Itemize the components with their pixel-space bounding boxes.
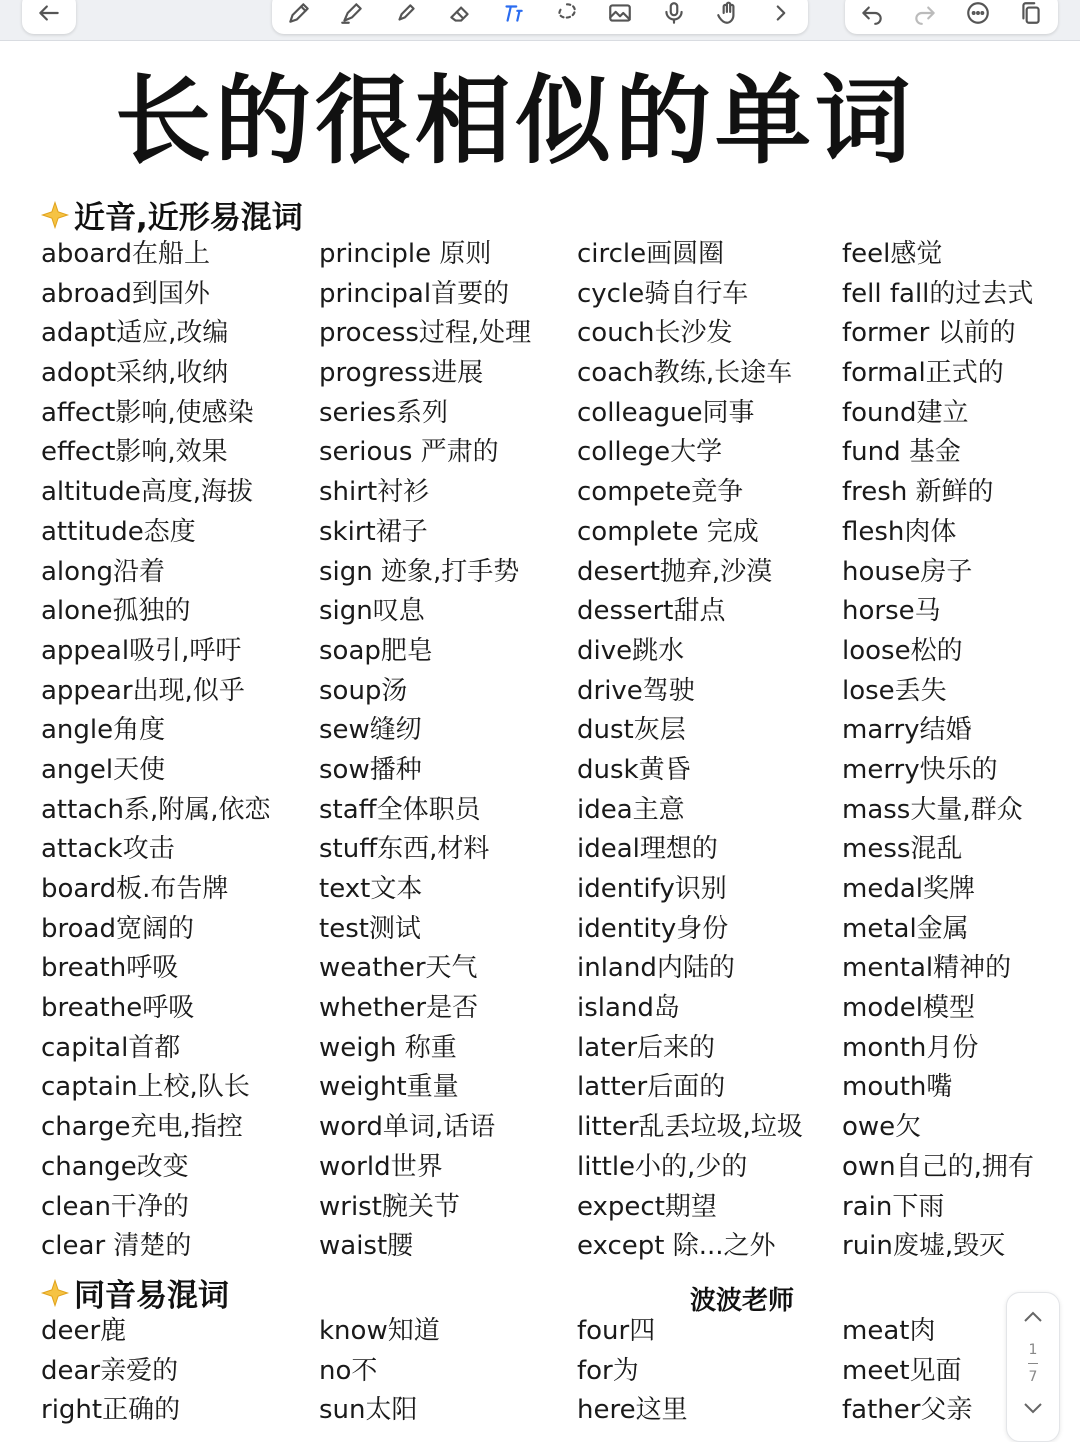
word-entry: formal正式的 — [842, 358, 1004, 389]
word-entry: appeal吸引,呼吁 — [41, 635, 242, 666]
word-entry: mental精神的 — [842, 953, 1012, 984]
word-entry: world世界 — [319, 1151, 443, 1182]
word-entry: fund 基金 — [842, 437, 961, 468]
word-entry: college大学 — [577, 437, 723, 468]
word-entry: identity身份 — [577, 913, 729, 944]
word-entry: sow播种 — [319, 754, 422, 785]
word-entry: except 除...之外 — [577, 1231, 776, 1262]
word-entry: own自己的,拥有 — [842, 1151, 1034, 1182]
word-entry: compete竞争 — [577, 477, 744, 508]
word-entry: staff全体职员 — [319, 794, 481, 825]
word-entry: rain下雨 — [842, 1191, 945, 1222]
word-entry: mouth嘴 — [842, 1072, 953, 1103]
word-entry: stuff东西,材料 — [319, 834, 490, 865]
more-icon[interactable] — [964, 0, 992, 27]
homophone-column-4 — [842, 1312, 972, 1431]
word-entry: dust灰层 — [577, 715, 686, 746]
undo-icon[interactable] — [858, 0, 886, 27]
word-entry: adopt采纳,收纳 — [41, 358, 229, 389]
word-entry: mass大量,群众 — [842, 794, 1023, 825]
word-entry: identify识别 — [577, 874, 727, 904]
pen-icon[interactable] — [285, 0, 313, 27]
chevron-right-icon[interactable] — [767, 0, 795, 27]
word-entry: litter乱丢垃圾,垃圾 — [577, 1112, 803, 1143]
copy-icon[interactable] — [1017, 0, 1045, 27]
word-entry: waist腰 — [319, 1231, 414, 1262]
word-entry: soap肥皂 — [319, 635, 433, 666]
word-entry: wrist腕关节 — [319, 1191, 460, 1222]
word-entry: sign叹息 — [319, 596, 425, 627]
eraser-icon[interactable] — [446, 0, 474, 27]
word-entry: test测试 — [319, 913, 421, 944]
word-entry: no不 — [319, 1355, 378, 1386]
word-entry: little小的,少的 — [577, 1151, 748, 1182]
page-divider — [1028, 1363, 1038, 1364]
image-icon[interactable] — [606, 0, 634, 27]
word-entry: for为 — [577, 1355, 639, 1386]
word-entry: attitude态度 — [41, 516, 196, 547]
word-column-4 — [842, 235, 1034, 1267]
word-entry: angel天使 — [41, 754, 166, 785]
word-entry: desert抛弃,沙漠 — [577, 556, 773, 587]
word-entry: later后来的 — [577, 1032, 716, 1063]
word-entry: altitude高度,海拔 — [41, 477, 254, 508]
word-entry: charge充电,指控 — [41, 1112, 243, 1143]
word-entry: weigh 称重 — [319, 1032, 457, 1063]
word-entry: sew缝纫 — [319, 715, 422, 746]
word-entry: whether是否 — [319, 993, 479, 1024]
word-entry: inland内陆的 — [577, 953, 735, 984]
word-entry: capital首都 — [41, 1032, 181, 1063]
word-entry: circle画圆圈 — [577, 239, 725, 269]
word-entry: found建立 — [842, 397, 969, 428]
word-entry: dear亲爱的 — [41, 1355, 179, 1386]
word-entry: deer鹿 — [41, 1316, 127, 1346]
word-entry: angle角度 — [41, 715, 166, 746]
word-entry: attach系,附属,依恋 — [41, 794, 271, 825]
section-heading-text: 近音,近形易混词 — [74, 200, 303, 236]
word-entry: clean干净的 — [41, 1191, 189, 1222]
word-entry: weather天气 — [319, 953, 478, 984]
word-entry: meet见面 — [842, 1355, 962, 1386]
hand-icon[interactable] — [714, 0, 742, 27]
word-entry: shirt衬衫 — [319, 477, 430, 508]
word-entry: merry快乐的 — [842, 754, 998, 785]
word-entry: coach教练,长途车 — [577, 358, 793, 389]
word-entry: couch长沙发 — [577, 318, 733, 349]
page-title: 长的很相似的单词 — [115, 65, 915, 177]
word-entry: weight重量 — [319, 1072, 459, 1103]
word-entry: principle 原则 — [319, 239, 492, 269]
word-entry: lose丢失 — [842, 675, 947, 706]
word-entry: loose松的 — [842, 635, 963, 666]
word-entry: ruin废墟,毁灭 — [842, 1231, 1006, 1262]
marker-icon[interactable] — [392, 0, 420, 27]
page-navigator — [1006, 1292, 1060, 1442]
word-entry: abroad到国外 — [41, 278, 210, 309]
total-pages: 7 — [1028, 1369, 1038, 1385]
back-button[interactable] — [22, 0, 76, 34]
word-entry: colleague同事 — [577, 397, 755, 428]
word-entry: model模型 — [842, 993, 975, 1024]
section-heading-similar — [40, 192, 303, 237]
section-heading-text: 同音易混词 — [74, 1278, 229, 1314]
word-entry: dive跳水 — [577, 635, 685, 666]
arrow-left-icon — [35, 0, 63, 27]
homophone-column-3 — [577, 1312, 688, 1431]
word-entry: series系列 — [319, 397, 448, 428]
word-entry: appear出现,似乎 — [41, 675, 245, 706]
word-entry: feel感觉 — [842, 239, 943, 269]
word-entry: board板.布告牌 — [41, 874, 229, 904]
text-tool-icon[interactable] — [499, 0, 527, 27]
sparkle-star-icon — [40, 1278, 70, 1308]
word-entry: owe欠 — [842, 1112, 922, 1143]
word-entry: principal首要的 — [319, 278, 510, 309]
word-entry: know知道 — [319, 1316, 440, 1346]
word-entry: right正确的 — [41, 1395, 181, 1426]
word-entry: dusk黄昏 — [577, 754, 691, 785]
word-entry: father父亲 — [842, 1395, 973, 1426]
word-entry: breathe呼吸 — [41, 993, 195, 1024]
word-entry: breath呼吸 — [41, 953, 179, 984]
word-entry: idea主意 — [577, 794, 685, 825]
word-entry: captain上校,队长 — [41, 1072, 250, 1103]
word-entry: cycle骑自行车 — [577, 278, 749, 309]
redo-icon[interactable] — [911, 0, 939, 27]
word-entry: meat肉 — [842, 1316, 936, 1346]
chevron-up-icon[interactable] — [1022, 1309, 1044, 1323]
word-entry: dessert甜点 — [577, 596, 726, 627]
action-palette — [845, 0, 1058, 34]
word-entry: along沿着 — [41, 556, 166, 587]
word-entry: month月份 — [842, 1032, 979, 1063]
word-entry: horse马 — [842, 596, 941, 627]
word-entry: mess混乱 — [842, 834, 963, 865]
word-entry: attack攻击 — [41, 834, 175, 865]
word-entry: sun太阳 — [319, 1395, 418, 1426]
highlighter-icon[interactable] — [338, 0, 366, 27]
word-column-3 — [577, 235, 803, 1267]
microphone-icon[interactable] — [660, 0, 688, 27]
word-entry: complete 完成 — [577, 516, 759, 547]
word-entry: broad宽阔的 — [41, 913, 194, 944]
word-entry: fresh 新鲜的 — [842, 477, 994, 508]
sparkle-star-icon — [40, 200, 70, 230]
word-entry: effect影响,效果 — [41, 437, 228, 468]
author-name: 波波老师 — [690, 1286, 795, 1316]
tool-palette — [272, 0, 808, 34]
word-entry: fell fall的过去式 — [842, 278, 1034, 309]
word-entry: four四 — [577, 1316, 656, 1346]
word-entry: aboard在船上 — [41, 239, 211, 269]
word-entry: drive驾驶 — [577, 675, 695, 706]
word-entry: island岛 — [577, 993, 680, 1024]
section-heading-homophones — [40, 1270, 229, 1315]
word-entry: sign 迹象,打手势 — [319, 556, 520, 587]
word-entry: former 以前的 — [842, 318, 1016, 349]
word-entry: ideal理想的 — [577, 834, 718, 865]
lasso-icon[interactable] — [553, 0, 581, 27]
word-column-1 — [41, 235, 271, 1267]
word-entry: house房子 — [842, 556, 973, 587]
word-entry: text文本 — [319, 874, 423, 904]
word-column-2 — [319, 235, 531, 1267]
word-entry: adapt适应,改编 — [41, 318, 229, 349]
word-entry: progress进展 — [319, 358, 484, 389]
word-entry: skirt裙子 — [319, 516, 428, 547]
homophone-column-1 — [41, 1312, 180, 1431]
word-entry: latter后面的 — [577, 1072, 726, 1103]
word-entry: metal金属 — [842, 913, 969, 944]
word-entry: alone孤独的 — [41, 596, 191, 627]
chevron-down-icon[interactable] — [1022, 1400, 1044, 1414]
top-toolbar — [0, 0, 1080, 41]
word-entry: expect期望 — [577, 1191, 717, 1222]
word-entry: word单词,话语 — [319, 1112, 496, 1143]
word-entry: marry结婚 — [842, 715, 972, 746]
word-entry: flesh肉体 — [842, 516, 957, 547]
word-entry: clear 清楚的 — [41, 1231, 192, 1262]
word-entry: medal奖牌 — [842, 874, 975, 904]
word-entry: process过程,处理 — [319, 318, 532, 349]
word-entry: affect影响,使感染 — [41, 397, 254, 428]
homophone-column-2 — [319, 1312, 440, 1431]
word-entry: here这里 — [577, 1395, 688, 1426]
word-entry: change改变 — [41, 1151, 189, 1182]
current-page: 1 — [1028, 1342, 1038, 1358]
word-entry: serious 严肃的 — [319, 437, 499, 468]
word-entry: soup汤 — [319, 675, 408, 706]
